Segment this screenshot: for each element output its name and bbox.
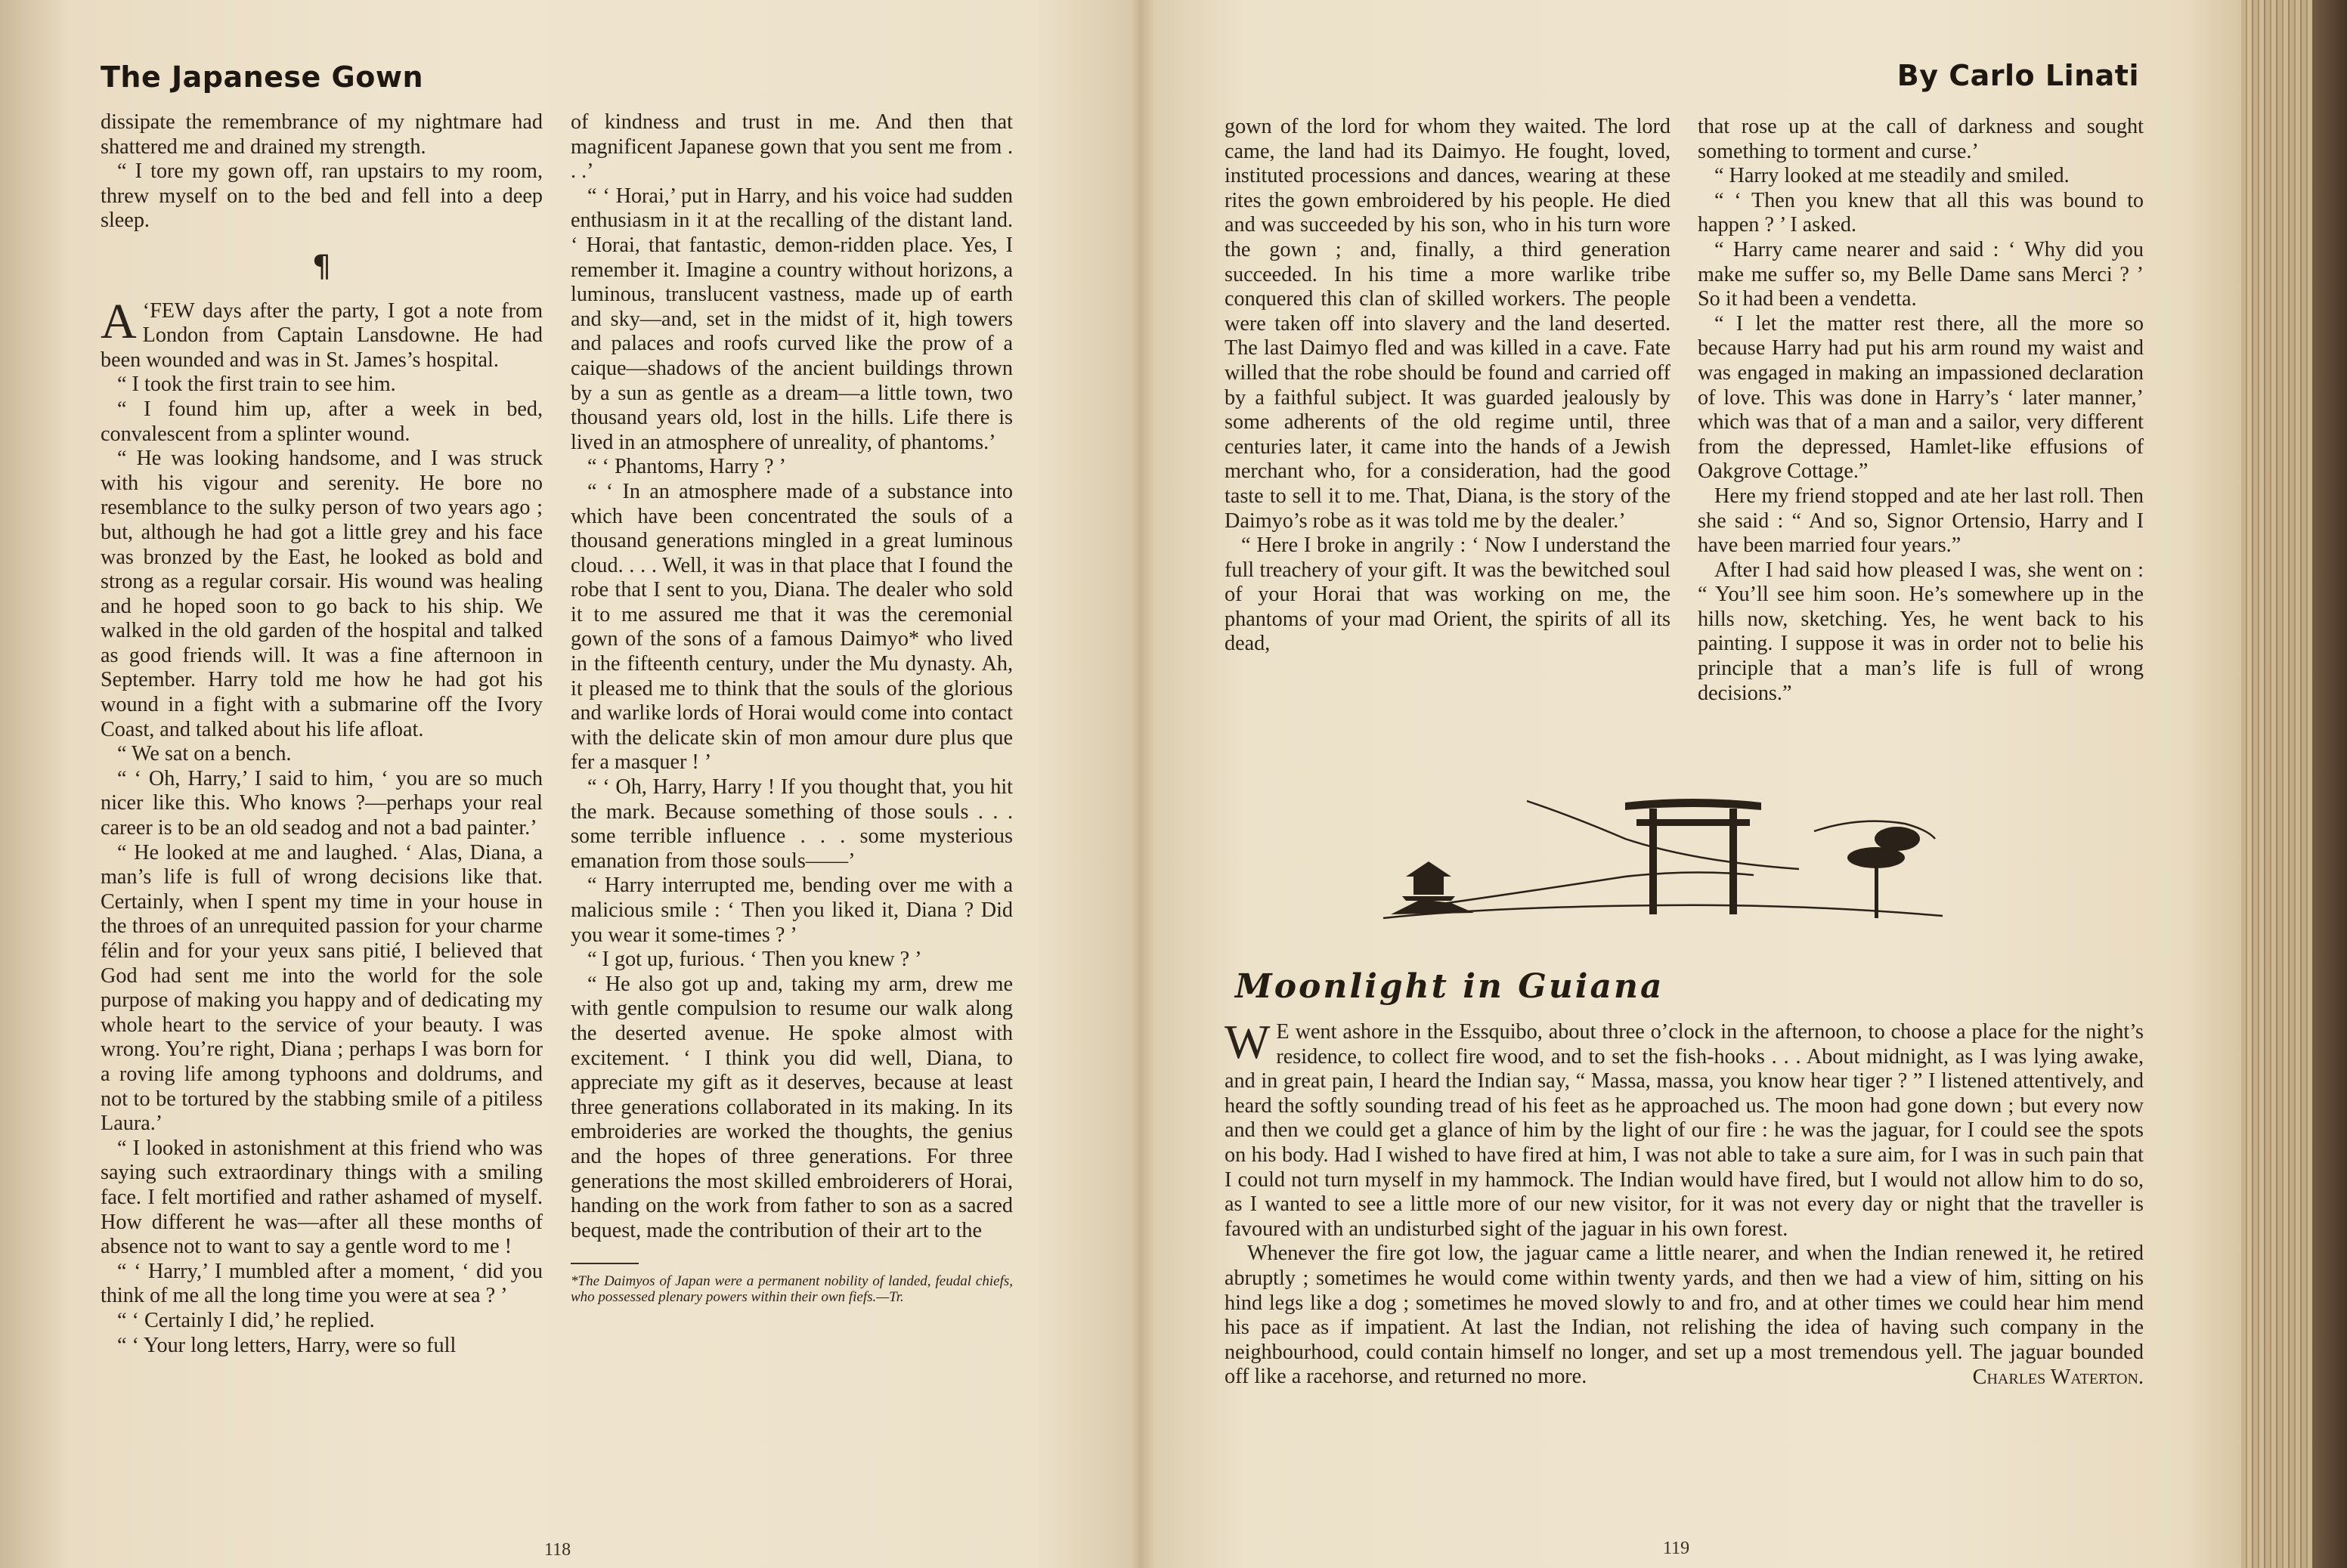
paragraph: “ We sat on a bench. (117, 742, 292, 766)
paragraph: “ ‘ Harry,’ I mumbled after a moment, ‘ did you think of me all the long time you were at sea ? ’ (101, 1259, 543, 1308)
piece-title: Moonlight in Guiana (1235, 967, 1664, 1006)
paragraph: “ ‘ Oh, Harry,’ I said to him, ‘ you are so much nicer like this. Who knows ?—perhaps your real career is to be an old seadog and not a bad painter.’ (101, 766, 543, 840)
paragraph: “ ‘ Oh, Harry, Harry ! If you thought that, you hit the mark. Because something of those souls . . . some terrible influence . . . some mysterious emanation from those souls——’ (571, 775, 1013, 873)
paragraph: “ Here I broke in angrily : ‘ Now I understand the full treachery of your gift. It was the bewitched soul of your Horai that was working on me, the phantoms of your mad Orient, the spirits of all its dead, (1225, 533, 1670, 656)
paragraph: “ ‘ Certainly I did,’ he replied. (117, 1308, 375, 1332)
paragraph: “ I let the matter rest there, all the more so because Harry had put his arm round my waist and was engaged in making an impassioned declaration of love. This was done in Harry’s ‘ later manner,’ which was that of a man and a sailor, very different from the depressed, Hamlet-like effusions of Oakgrove Cottage.” (1698, 311, 2144, 484)
footnote-rule (571, 1263, 639, 1264)
paragraph: “ He was looking handsome, and I was struck with his vigour and serenity. He bore no resemblance to the sulky person of two years ago ; but, although he had got a little grey and his face was bronzed by the East, he looked as bold and strong as a regular corsair. His wound was healing and he hoped soon to go back to his ship. We walked in the old garden of the hospital and talked as good friends will. It was a fine afternoon in September. Harry told me how he had got his wound in a fight with a submarine off the Ivory Coast, and talked about his life afloat. (101, 447, 543, 741)
paragraph: Whenever the fire got low, the jaguar came a little nearer, and when the Indian renewed it, he retired abruptly ; sometimes he would come within twenty yards, and then we had a view of him, sitting on his hind legs like a dog ; sometimes he moved slowly to and fro, and at other times we could hear him mend his pace as if impatient. At last the Indian, not relishing the idea of having such company in the neighbourhood, could contain himself no longer, and set up a most tremendous yell. The jaguar bounded off like a racehorse, and returned no more. (1225, 1242, 2144, 1389)
right-page (1164, 0, 2222, 1568)
author-signature: Charles Waterton. (1972, 1365, 2144, 1389)
paragraph: “ I tore my gown off, ran upstairs to my room, threw myself on to the bed and fell into a deep sleep. (101, 159, 543, 233)
left-page (0, 0, 1134, 1568)
paragraph: “ I looked in astonishment at this friend who was saying such extraordinary things with a smiling face. I felt mortified and rather ashamed of myself. How different he was—after all these months of absence not to want to say a gentle word to me ! (101, 1136, 543, 1259)
paragraph-list (571, 110, 1013, 1243)
paragraph: gown of the lord for whom they waited. The lord came, the land had its Daimyo. He fought, loved, instituted processions and dances, wearing at these rites the gown embroidered by his people. He died and was succeeded by his son, who in his turn wore the gown ; and, finally, a third generation succeeded. In his time a more warlike tribe conquered this clan of skilled workers. The people were taken off into slavery and the land deserted. The last Daimyo fled and was killed in a cave. Fate willed that the robe should be found and carried off by a faithful subject. It was guarded jealously by some adherents of the old regime until, three centuries later, it came into the hands of a Jewish merchant who, for a consideration, had the good taste to sell it to me. That, Diana, is the story of the Daimyo’s robe as it was told me by the dealer.’ (1225, 115, 1670, 533)
paragraph-list (1698, 115, 2144, 706)
paragraph: ‘ A FEW days after the party, I got a note from London from Captain Lansdowne. He had been wounded and was in St. James’s hospital. (101, 293, 543, 372)
paragraph: “ ‘ Horai,’ put in Harry, and his voice had sudden enthusiasm in it at the recalling of the distant land. ‘ Horai, that fantastic, demon-ridden place. Yes, I remember it. Imagine a country without horizons, a luminous, translucent vastness, made up of earth and sky—and, set in the midst of it, high towers and palaces and roofs curved like the prow of a caique—shadows of the ancient buildings thrown by a sun as gentle as a dream—a little town, two thousand years old, lost in the hills. Life there is lived in an atmosphere of unreality, of phantoms.’ (571, 184, 1013, 454)
paragraph: Here my friend stopped and ate her last roll. Then she said : “ And so, Signor Ortensio, Harry and I have been married four years.” (1698, 484, 2144, 558)
left-column-1 (101, 110, 543, 1358)
paragraph-list (1225, 115, 1670, 657)
paragraph: that rose up at the call of darkness and sought something to torment and curse.’ (1698, 115, 2144, 163)
paragraph-text: FEW days after the party, I got a note from London from Captain Lansdowne. He had been wounded and was in St. James’s hospital. (101, 298, 543, 372)
page-number: 119 (1663, 1539, 1690, 1558)
right-column-2 (1698, 115, 2144, 706)
paragraph: After I had said how pleased I was, she went on : “ You’ll see him soon. He’s somewhere up in the hills now, sketching. Yes, he went back to his painting. I suppose it was in order not to belie his principle that a man’s life is full of wrong decisions.” (1698, 558, 2144, 705)
paragraph: “ I found him up, after a week in bed, convalescent from a splinter wound. (101, 397, 543, 446)
paragraph: of kindness and trust in me. And then that magnificent Japanese gown that you sent me from . . .’ (571, 110, 1013, 184)
paragraph-list (101, 373, 543, 1358)
paragraph: “ Harry looked at me steadily and smiled. (1714, 164, 2070, 188)
drop-cap: W (1225, 1015, 1271, 1069)
page-number: 118 (544, 1540, 571, 1560)
paragraph: “ ‘ Then you knew that all this was bound to happen ? ’ I asked. (1698, 188, 2144, 237)
paragraph: “ ‘ In an atmosphere made of a substance into which have been concentrated the souls of a thousand generations mingled in a great luminous cloud. . . . Well, it was in that place that I found the robe that I sent to you, Diana. The dealer who sold it to me assured me that it was the ceremonial gown of the sons of a famous Daimyo* who lived in the fifteenth century, under the Mu dynasty. Ah, it pleased me to think that the souls of the glorious and warlike lords of Horai would come into contact with the delicate skin of mon amour dure plus que fer a masquer ! ’ (571, 479, 1013, 775)
paragraph: “ Harry came nearer and said : ‘ Why did you make me suffer so, my Belle Dame sans Merci ? ’ So it had been a vendetta. (1698, 237, 2144, 311)
paragraph: “ ‘ Your long letters, Harry, were so full (117, 1333, 457, 1357)
page-edges (2241, 0, 2347, 1568)
left-column-2 (571, 110, 1013, 1305)
paragraph (1225, 1015, 2144, 1242)
paragraph-text: E went ashore in the Essquibo, about three o’clock in the afternoon, to choose a place for the night’s residence, to collect fire wood, and to set the fish-hooks . . . About midnight, as I was lying awake, and in great pain, I heard the Indian say, “ Massa, massa, you know hear tiger ? ” I listened attentively, and heard the softly sounding tread of his feet as he approached us. The moon had gone down ; but every now and then we could get a glance of him by the light of our fire : he was the jaguar, for I could see the spots on his body. Had I wished to have fired at him, I was not able to take a sure aim, for I was in such pain that I could not turn myself in my hammock. The Indian would have fired, but I would not allow him to do so, as I wanted to see a little more of our new visitor, for it was not every day or night that the traveller is favoured with an undisturbed sight of the jaguar in his own forest. (1225, 1020, 2144, 1241)
drop-cap: A (101, 293, 137, 349)
moonlight-in-guiana-text (1225, 1015, 2144, 1390)
running-head-title: The Japanese Gown (101, 60, 424, 94)
paragraph: “ I got up, furious. ‘ Then you knew ? ’ (587, 948, 922, 972)
right-column-1 (1225, 115, 1670, 657)
paragraph: “ He looked at me and laughed. ‘ Alas, Diana, a man’s life is full of wrong decisions like that. Certainly, when I spent my time in your house in the throes of an unrequited passion for your charme félin and for your yeux sans pitié, I believed that God had sent me into the world for the sole purpose of making you happy and of dedicating my whole heart to the service of your beauty. I was wrong. You’re right, Diana ; perhaps I was born for a roving life among typhoons and doldrums, and not to be tortured by the stabbing smile of a pitiless Laura.’ (101, 840, 543, 1136)
paragraph: “ I took the first train to see him. (117, 373, 396, 397)
torii-landscape-illustration (1376, 786, 1950, 929)
footnote: *The Daimyos of Japan were a permanent nobility of landed, feudal chiefs, who possessed plenary powers within their own fiefs.—Tr. (571, 1273, 1013, 1306)
section-mark: ¶ (311, 249, 332, 284)
running-head-author: By Carlo Linati (1896, 59, 2139, 92)
paragraph: “ Harry interrupted me, bending over me with a malicious smile : ‘ Then you liked it, Diana ? Did you wear it some-times ? ’ (571, 874, 1013, 947)
paragraph: “ He also got up and, taking my arm, drew me with gentle compulsion to resume our walk along the deserted avenue. He spoke almost with excitement. ‘ I think you did well, Diana, to appreciate my gift as it deserves, because at least three generations collaborated in its making. In its embroideries are worked the thoughts, the genius and the hopes of three generations. For three generations the most skilled embroiderers of Horai, handing on the work from father to son as a sacred bequest, made the contribution of their art to the (571, 972, 1013, 1242)
paragraph: dissipate the remembrance of my nightmare had shattered me and drained my strength. (101, 110, 543, 159)
paragraph: “ ‘ Phantoms, Harry ? ’ (587, 455, 787, 479)
